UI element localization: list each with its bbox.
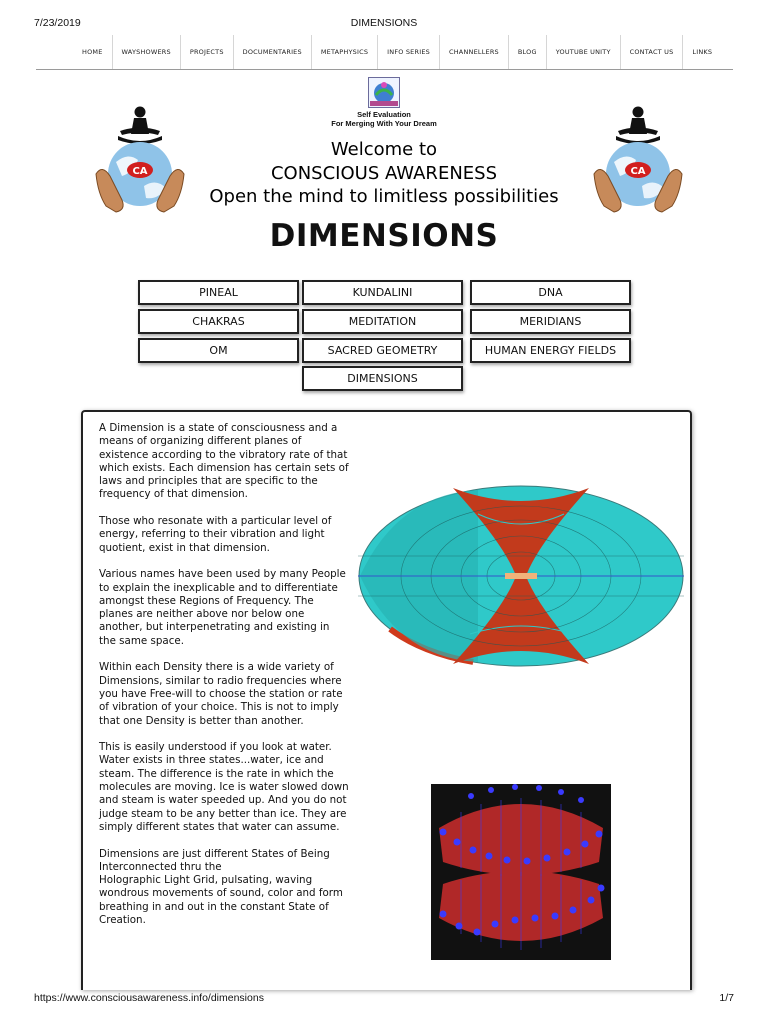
paragraph-1: A Dimension is a state of consciousness and a means of organizing different planes of existence according to the vibratory rate of that which exists. Each dimension has certain sets of laws and principles that are specific to the frequency of that dimension. [99, 422, 349, 501]
top-navigation [36, 35, 733, 70]
print-header [0, 17, 768, 33]
nav-home[interactable]: HOME [82, 48, 103, 56]
nav-wayshowers[interactable]: WAYSHOWERS [112, 35, 180, 69]
human-energy-fields-button[interactable]: HUMAN ENERGY FIELDS [470, 338, 631, 363]
print-page-number: 1/7 [719, 992, 734, 1004]
tagline-line-2: For Merging With Your Dream [331, 119, 437, 128]
page-title: DIMENSIONS [269, 218, 499, 254]
chakras-button[interactable]: CHAKRAS [138, 309, 299, 334]
welcome-line-3: Open the mind to limitless possibilities [209, 186, 559, 207]
print-title: DIMENSIONS [350, 17, 418, 29]
site-logo-icon[interactable] [368, 77, 400, 108]
paragraph-6-line-3: breathing in and out in the constant State of Creation. [99, 900, 329, 926]
energy-sphere-image [431, 784, 611, 960]
print-date: 7/23/2019 [34, 17, 81, 29]
om-button[interactable]: OM [138, 338, 299, 363]
dimensions-button[interactable]: DIMENSIONS [302, 366, 463, 391]
site-header [0, 72, 768, 222]
nav-contact-us[interactable]: CONTACT US [620, 35, 683, 69]
pineal-button[interactable]: PINEAL [138, 280, 299, 305]
nav-projects[interactable]: PROJECTS [180, 35, 233, 69]
paragraph-6 [99, 848, 349, 928]
nav-youtube-unity[interactable]: YOUTUBE UNITY [546, 35, 620, 69]
meridians-button[interactable]: MERIDIANS [470, 309, 631, 334]
nav-blog[interactable]: BLOG [508, 35, 546, 69]
paragraph-5: This is easily understood if you look at water. Water exists in three states...water, ice and steam. The difference is the rate in which the molecules are moving. Ice is water slowed down and steam is water speeded up. And you do not judge steam to be any better than ice. They are simply different states that water can assume. [99, 741, 349, 833]
paragraph-4: Within each Density there is a wide variety of Dimensions, similar to radio frequencies where you have Free-will to choose the station or rate of vibration of your choice. This is not to imply that one Density is better than another. [99, 661, 343, 727]
meditation-button[interactable]: MEDITATION [302, 309, 463, 334]
paragraph-6-line-1: Dimensions are just different States of Being Interconnected thru the [99, 847, 330, 873]
welcome-line-2: CONSCIOUS AWARENESS [270, 162, 498, 184]
paragraph-2: Those who resonate with a particular level of energy, referring to their vibration and light quotient, exist in that dimension. [99, 515, 332, 554]
paragraph-3: Various names have been used by many People to explain the inexplicable and to differentiate amongst these Regions of Frequency. The planes are neither above nor below one another, but interpenetrating and existing in the same space. [99, 568, 346, 647]
emblem-left-text: CA [132, 166, 148, 177]
paragraph-6-line-2: Holographic Light Grid, pulsating, waving wondrous movements of sound, color and form [99, 874, 343, 900]
nav-channellers[interactable]: CHANNELLERS [439, 35, 508, 69]
welcome-text [0, 138, 768, 209]
nav-metaphysics[interactable]: METAPHYSICS [311, 35, 377, 69]
nav-links[interactable]: LINKS [682, 35, 721, 69]
sacred-geometry-button[interactable]: SACRED GEOMETRY [302, 338, 463, 363]
emblem-right-text: CA [630, 166, 646, 177]
kundalini-button[interactable]: KUNDALINI [302, 280, 463, 305]
print-url: https://www.consciousawareness.info/dimensions [34, 992, 264, 1004]
tagline-line-1: Self Evaluation [357, 110, 411, 119]
nav-documentaries[interactable]: DOCUMENTARIES [233, 35, 311, 69]
torus-field-image [358, 484, 684, 668]
dna-button[interactable]: DNA [470, 280, 631, 305]
nav-info-series[interactable]: INFO SERIES [377, 35, 439, 69]
article-text [99, 422, 349, 927]
welcome-line-1: Welcome to [330, 139, 438, 160]
